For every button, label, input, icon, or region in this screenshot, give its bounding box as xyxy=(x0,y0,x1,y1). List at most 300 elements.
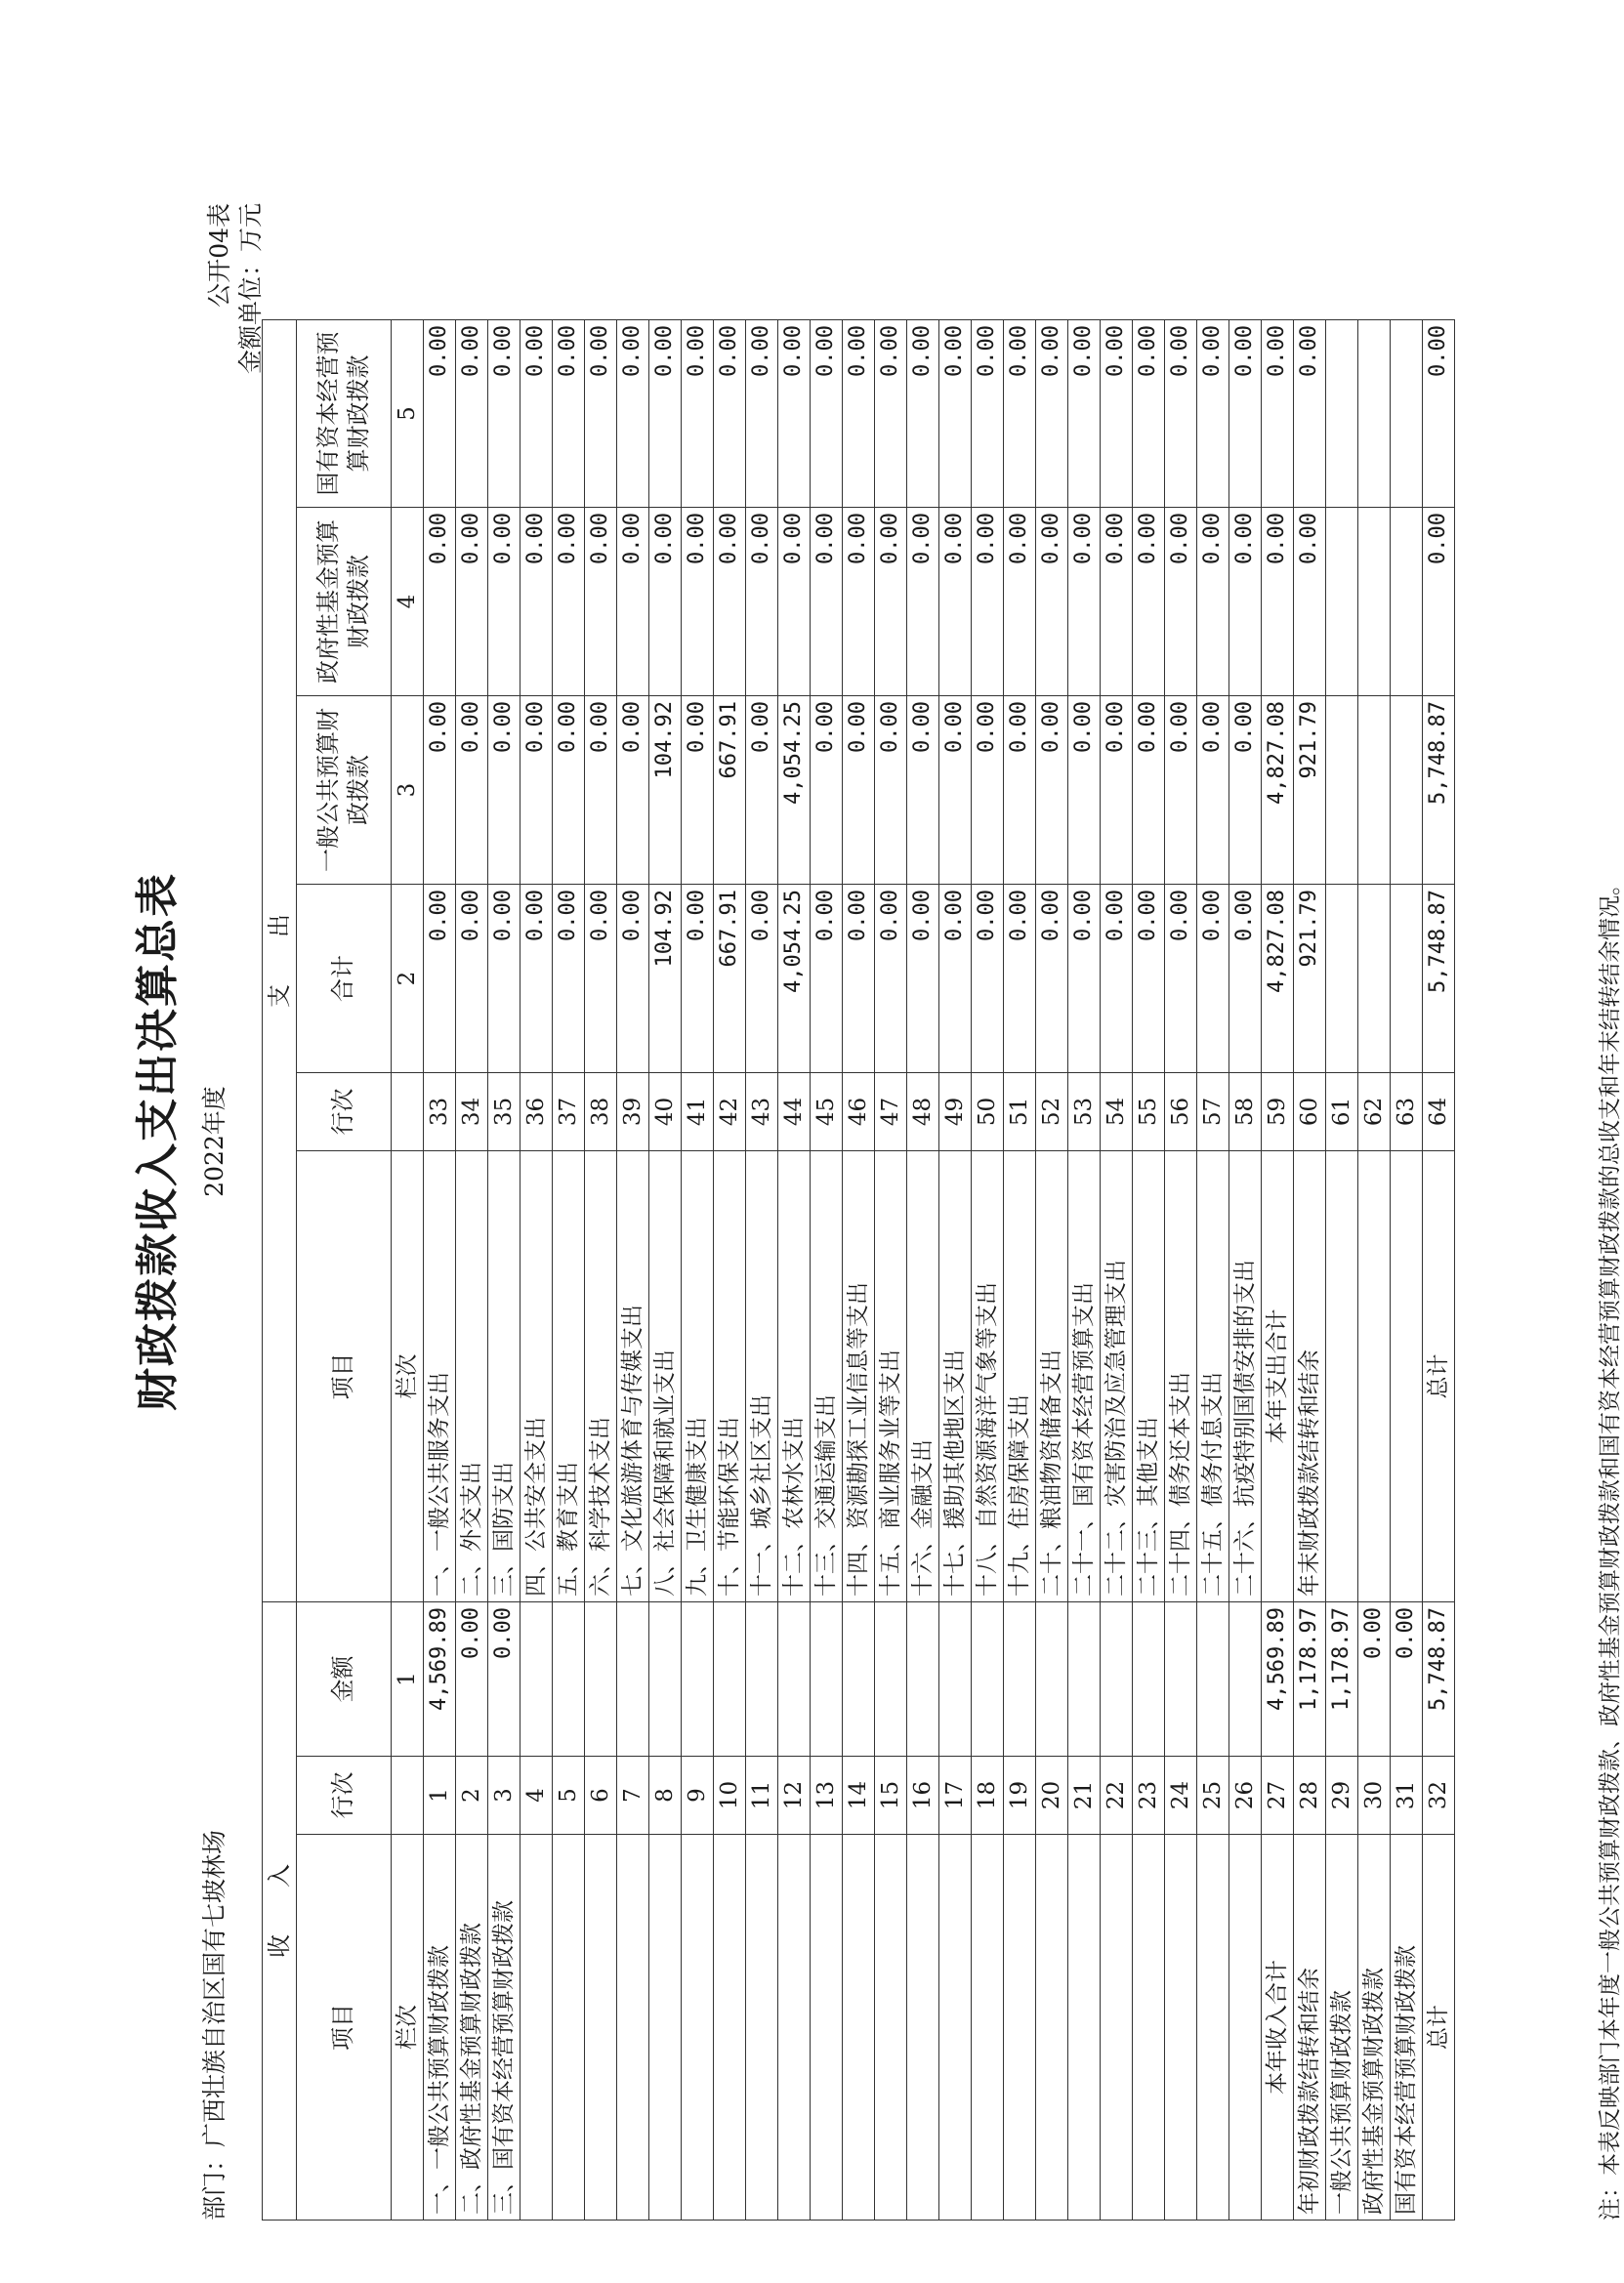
table-row xyxy=(811,320,843,2221)
expense-item: 五、教育支出 xyxy=(553,1151,585,1602)
general-budget-amount: 0.00 xyxy=(1197,696,1229,885)
expense-item: 十九、住房保障支出 xyxy=(1004,1151,1036,1602)
fund-budget-amount: 0.00 xyxy=(1197,508,1229,696)
income-item xyxy=(585,1835,617,2221)
income-amount xyxy=(1004,1602,1036,1757)
state-capital-amount: 0.00 xyxy=(649,320,682,508)
fund-budget-amount: 0.00 xyxy=(1004,508,1036,696)
state-capital-amount: 0.00 xyxy=(875,320,907,508)
col3-label: 3 xyxy=(392,696,424,885)
expense-total: 0.00 xyxy=(746,885,778,1073)
general-budget-amount: 0.00 xyxy=(1133,696,1165,885)
expense-item: 十四、资源勘探工业信息等支出 xyxy=(843,1151,875,1602)
income-item xyxy=(1197,1835,1229,2221)
expense-item: 七、文化旅游体育与传媒支出 xyxy=(617,1151,649,1602)
table-row xyxy=(875,320,907,2221)
income-amount xyxy=(649,1602,682,1757)
income-amount: 0.00 xyxy=(1358,1602,1391,1757)
expense-item: 三、国防支出 xyxy=(488,1151,521,1602)
general-budget-amount: 921.79 xyxy=(1294,696,1326,885)
expense-item: 六、科学技术支出 xyxy=(585,1151,617,1602)
expense-row-no: 49 xyxy=(939,1073,972,1151)
expense-row-no: 51 xyxy=(1004,1073,1036,1151)
state-capital-amount xyxy=(1391,320,1423,508)
table-row xyxy=(1197,320,1229,2221)
income-item xyxy=(553,1835,585,2221)
state-capital-amount: 0.00 xyxy=(843,320,875,508)
income-amount: 0.00 xyxy=(1391,1602,1423,1757)
expense-item xyxy=(1358,1151,1391,1602)
expense-row-no: 34 xyxy=(456,1073,488,1151)
table-row xyxy=(521,320,553,2221)
income-row-no: 30 xyxy=(1358,1757,1391,1835)
table-row xyxy=(682,320,714,2221)
general-budget-amount: 0.00 xyxy=(939,696,972,885)
report-year: 2022年度 xyxy=(200,1086,229,1197)
state-capital-amount: 0.00 xyxy=(585,320,617,508)
income-amount xyxy=(714,1602,746,1757)
income-item xyxy=(1165,1835,1197,2221)
state-capital-amount: 0.00 xyxy=(1294,320,1326,508)
income-item xyxy=(939,1835,972,2221)
table-row xyxy=(939,320,972,2221)
fund-budget-amount: 0.00 xyxy=(1294,508,1326,696)
income-row-no: 3 xyxy=(488,1757,521,1835)
table-row xyxy=(1423,320,1455,2221)
state-capital-amount: 0.00 xyxy=(553,320,585,508)
table-row xyxy=(714,320,746,2221)
state-capital-amount: 0.00 xyxy=(1004,320,1036,508)
state-capital-amount: 0.00 xyxy=(1229,320,1262,508)
income-amount xyxy=(811,1602,843,1757)
state-capital-amount: 0.00 xyxy=(682,320,714,508)
table-row xyxy=(1165,320,1197,2221)
income-row-no: 8 xyxy=(649,1757,682,1835)
income-amount xyxy=(746,1602,778,1757)
general-budget-amount: 0.00 xyxy=(843,696,875,885)
expense-row-no: 58 xyxy=(1229,1073,1262,1151)
income-row-no: 26 xyxy=(1229,1757,1262,1835)
expense-row-no: 43 xyxy=(746,1073,778,1151)
income-amount xyxy=(1133,1602,1165,1757)
general-budget-amount: 0.00 xyxy=(424,696,456,885)
expense-row-no: 46 xyxy=(843,1073,875,1151)
state-capital-amount: 0.00 xyxy=(811,320,843,508)
expense-item: 二十四、债务还本支出 xyxy=(1165,1151,1197,1602)
income-amount: 4,569.89 xyxy=(424,1602,456,1757)
fund-budget-amount: 0.00 xyxy=(682,508,714,696)
footnote: 注：本表反映部门本年度一般公共预算财政拨款、政府性基金预算财政拨款和国有资本经营预算财政拨款的总收支和年末结转结余情况。 xyxy=(1598,873,1623,2221)
income-row-no: 14 xyxy=(843,1757,875,1835)
expense-total: 0.00 xyxy=(1229,885,1262,1073)
state-capital-amount: 0.00 xyxy=(972,320,1004,508)
income-row-no: 28 xyxy=(1294,1757,1326,1835)
expense-total: 0.00 xyxy=(1004,885,1036,1073)
fund-budget-amount: 0.00 xyxy=(939,508,972,696)
state-capital-amount: 0.00 xyxy=(1262,320,1294,508)
table-row xyxy=(1326,320,1358,2221)
income-row-no: 7 xyxy=(617,1757,649,1835)
expense-total: 0.00 xyxy=(456,885,488,1073)
income-row-no: 13 xyxy=(811,1757,843,1835)
expense-total: 104.92 xyxy=(649,885,682,1073)
state-capital-amount: 0.00 xyxy=(617,320,649,508)
expense-total: 0.00 xyxy=(617,885,649,1073)
expense-total: 667.91 xyxy=(714,885,746,1073)
general-budget-amount: 0.00 xyxy=(585,696,617,885)
form-number: 公开04表 xyxy=(205,203,233,308)
general-budget-amount: 0.00 xyxy=(617,696,649,885)
table-row xyxy=(1358,320,1391,2221)
table-row xyxy=(1391,320,1423,2221)
income-item xyxy=(649,1835,682,2221)
expense-row-no: 52 xyxy=(1036,1073,1068,1151)
fund-budget-amount: 0.00 xyxy=(1229,508,1262,696)
expense-lanci-label: 栏次 xyxy=(392,1151,424,1602)
income-row-no: 18 xyxy=(972,1757,1004,1835)
expense-row-no: 38 xyxy=(585,1073,617,1151)
expense-total: 0.00 xyxy=(1165,885,1197,1073)
income-amount xyxy=(585,1602,617,1757)
income-row-no: 12 xyxy=(778,1757,811,1835)
income-amount xyxy=(1197,1602,1229,1757)
table-row xyxy=(424,320,456,2221)
income-amount xyxy=(843,1602,875,1757)
income-amount xyxy=(1068,1602,1101,1757)
expense-row-no: 59 xyxy=(1262,1073,1294,1151)
expense-group-header: 支 出 xyxy=(263,320,297,1602)
expense-lanci-blank xyxy=(392,1073,424,1151)
expense-row-no: 61 xyxy=(1326,1073,1358,1151)
expense-row-no: 37 xyxy=(553,1073,585,1151)
income-item xyxy=(875,1835,907,2221)
income-item xyxy=(682,1835,714,2221)
expense-row-no: 62 xyxy=(1358,1073,1391,1151)
income-row-no: 1 xyxy=(424,1757,456,1835)
income-row-no: 19 xyxy=(1004,1757,1036,1835)
expense-total: 5,748.87 xyxy=(1423,885,1455,1073)
state-capital-amount: 0.00 xyxy=(1423,320,1455,508)
state-capital-amount: 0.00 xyxy=(939,320,972,508)
table-row xyxy=(1229,320,1262,2221)
income-item xyxy=(617,1835,649,2221)
income-lanci-label: 栏次 xyxy=(392,1835,424,2221)
expense-total xyxy=(1358,885,1391,1073)
fund-budget-amount: 0.00 xyxy=(1133,508,1165,696)
fund-budget-amount: 0.00 xyxy=(1036,508,1068,696)
expense-item: 二、外交支出 xyxy=(456,1151,488,1602)
table-row xyxy=(1294,320,1326,2221)
income-group-header: 收 入 xyxy=(263,1602,297,2221)
expense-item: 十、节能环保支出 xyxy=(714,1151,746,1602)
fund-budget-amount: 0.00 xyxy=(456,508,488,696)
income-item: 二、政府性基金预算财政拨款 xyxy=(456,1835,488,2221)
fund-budget-amount: 0.00 xyxy=(585,508,617,696)
expense-item: 十二、农林水支出 xyxy=(778,1151,811,1602)
general-budget-header: 一般公共预算财政拨款 xyxy=(297,696,392,885)
expense-total: 0.00 xyxy=(1068,885,1101,1073)
fund-budget-amount: 0.00 xyxy=(778,508,811,696)
income-item xyxy=(746,1835,778,2221)
fund-budget-amount: 0.00 xyxy=(875,508,907,696)
income-row-no: 20 xyxy=(1036,1757,1068,1835)
general-budget-amount xyxy=(1326,696,1358,885)
income-row-no: 27 xyxy=(1262,1757,1294,1835)
general-budget-amount: 4,827.08 xyxy=(1262,696,1294,885)
income-item xyxy=(1004,1835,1036,2221)
state-capital-header: 国有资本经营预算财政拨款 xyxy=(297,320,392,508)
general-budget-amount: 0.00 xyxy=(456,696,488,885)
expense-item: 总计 xyxy=(1423,1151,1455,1602)
table-row xyxy=(907,320,939,2221)
table-row xyxy=(649,320,682,2221)
general-budget-amount: 0.00 xyxy=(972,696,1004,885)
fund-budget-amount xyxy=(1358,508,1391,696)
expense-item: 本年支出合计 xyxy=(1262,1151,1294,1602)
fund-budget-amount: 0.00 xyxy=(553,508,585,696)
expense-row-no: 44 xyxy=(778,1073,811,1151)
expense-item: 年末财政拨款结转和结余 xyxy=(1294,1151,1326,1602)
state-capital-amount: 0.00 xyxy=(521,320,553,508)
expense-total: 0.00 xyxy=(811,885,843,1073)
expense-total: 0.00 xyxy=(585,885,617,1073)
state-capital-amount: 0.00 xyxy=(1133,320,1165,508)
expense-row-no: 63 xyxy=(1391,1073,1423,1151)
table-row xyxy=(843,320,875,2221)
expense-total: 0.00 xyxy=(553,885,585,1073)
expense-row-no: 42 xyxy=(714,1073,746,1151)
general-budget-amount: 4,054.25 xyxy=(778,696,811,885)
fund-budget-amount: 0.00 xyxy=(521,508,553,696)
general-budget-amount: 0.00 xyxy=(811,696,843,885)
income-item: 一、一般公共预算财政拨款 xyxy=(424,1835,456,2221)
income-row-no: 31 xyxy=(1391,1757,1423,1835)
expense-item: 十一、城乡社区支出 xyxy=(746,1151,778,1602)
income-item: 三、国有资本经营预算财政拨款 xyxy=(488,1835,521,2221)
state-capital-amount: 0.00 xyxy=(778,320,811,508)
table-row xyxy=(1101,320,1133,2221)
expense-row-no: 35 xyxy=(488,1073,521,1151)
table-row xyxy=(1262,320,1294,2221)
income-row-no: 5 xyxy=(553,1757,585,1835)
income-amount xyxy=(553,1602,585,1757)
fund-budget-amount: 0.00 xyxy=(1165,508,1197,696)
income-row-no: 9 xyxy=(682,1757,714,1835)
expense-total: 0.00 xyxy=(424,885,456,1073)
expense-item xyxy=(1326,1151,1358,1602)
expense-total: 0.00 xyxy=(682,885,714,1073)
table-row xyxy=(553,320,585,2221)
amount-unit: 金额单位：万元 xyxy=(236,203,265,375)
income-amount-header: 金额 xyxy=(297,1602,392,1757)
income-item xyxy=(1229,1835,1262,2221)
table-row xyxy=(1036,320,1068,2221)
income-amount xyxy=(939,1602,972,1757)
expense-row-no: 45 xyxy=(811,1073,843,1151)
expense-item xyxy=(1391,1151,1423,1602)
general-budget-amount: 0.00 xyxy=(875,696,907,885)
general-budget-amount: 0.00 xyxy=(907,696,939,885)
expense-row-no: 48 xyxy=(907,1073,939,1151)
income-row-no: 4 xyxy=(521,1757,553,1835)
expense-item: 二十、粮油物资储备支出 xyxy=(1036,1151,1068,1602)
state-capital-amount: 0.00 xyxy=(746,320,778,508)
expense-row-no: 56 xyxy=(1165,1073,1197,1151)
fund-budget-amount: 0.00 xyxy=(488,508,521,696)
expense-total xyxy=(1391,885,1423,1073)
report-title: 财政拨款收入支出决算总表 xyxy=(133,872,183,1411)
state-capital-amount: 0.00 xyxy=(1068,320,1101,508)
expense-total: 0.00 xyxy=(521,885,553,1073)
fund-budget-amount: 0.00 xyxy=(424,508,456,696)
income-amount xyxy=(778,1602,811,1757)
general-budget-amount: 667.91 xyxy=(714,696,746,885)
fund-budget-amount: 0.00 xyxy=(617,508,649,696)
state-capital-amount: 0.00 xyxy=(714,320,746,508)
col5-label: 5 xyxy=(392,320,424,508)
table-row xyxy=(488,320,521,2221)
state-capital-amount: 0.00 xyxy=(488,320,521,508)
expense-row-no: 40 xyxy=(649,1073,682,1151)
expense-total: 4,054.25 xyxy=(778,885,811,1073)
state-capital-amount xyxy=(1358,320,1391,508)
income-item xyxy=(1036,1835,1068,2221)
income-row-no: 25 xyxy=(1197,1757,1229,1835)
expense-item: 十六、金融支出 xyxy=(907,1151,939,1602)
general-budget-amount xyxy=(1391,696,1423,885)
table-row xyxy=(1133,320,1165,2221)
expense-row-no: 53 xyxy=(1068,1073,1101,1151)
table-row xyxy=(456,320,488,2221)
col2-label: 2 xyxy=(392,885,424,1073)
table-row xyxy=(1004,320,1036,2221)
income-item: 一般公共预算财政拨款 xyxy=(1326,1835,1358,2221)
state-capital-amount: 0.00 xyxy=(907,320,939,508)
fund-budget-header: 政府性基金预算财政拨款 xyxy=(297,508,392,696)
fund-budget-amount: 0.00 xyxy=(972,508,1004,696)
income-amount: 1,178.97 xyxy=(1294,1602,1326,1757)
general-budget-amount: 104.92 xyxy=(649,696,682,885)
expense-total: 0.00 xyxy=(1197,885,1229,1073)
income-amount xyxy=(972,1602,1004,1757)
expense-row-no: 60 xyxy=(1294,1073,1326,1151)
income-lanci-blank xyxy=(392,1757,424,1835)
general-budget-amount: 0.00 xyxy=(553,696,585,885)
income-row-no: 24 xyxy=(1165,1757,1197,1835)
fund-budget-amount: 0.00 xyxy=(714,508,746,696)
income-item: 本年收入合计 xyxy=(1262,1835,1294,2221)
general-budget-amount: 5,748.87 xyxy=(1423,696,1455,885)
income-amount xyxy=(682,1602,714,1757)
expense-item: 十八、自然资源海洋气象等支出 xyxy=(972,1151,1004,1602)
expense-total: 0.00 xyxy=(939,885,972,1073)
expense-item: 十五、商业服务业等支出 xyxy=(875,1151,907,1602)
general-budget-amount: 0.00 xyxy=(488,696,521,885)
expense-total: 0.00 xyxy=(488,885,521,1073)
expense-total: 0.00 xyxy=(1101,885,1133,1073)
income-amount xyxy=(617,1602,649,1757)
table-row xyxy=(972,320,1004,2221)
income-item xyxy=(1101,1835,1133,2221)
income-item xyxy=(811,1835,843,2221)
general-budget-amount: 0.00 xyxy=(1165,696,1197,885)
table-row xyxy=(778,320,811,2221)
expense-item: 九、卫生健康支出 xyxy=(682,1151,714,1602)
fund-budget-amount: 0.00 xyxy=(843,508,875,696)
general-budget-amount: 0.00 xyxy=(521,696,553,885)
table-row xyxy=(617,320,649,2221)
general-budget-amount: 0.00 xyxy=(1101,696,1133,885)
budget-table xyxy=(262,319,1455,2221)
income-amount xyxy=(907,1602,939,1757)
fund-budget-amount: 0.00 xyxy=(1101,508,1133,696)
table-row xyxy=(746,320,778,2221)
expense-total: 0.00 xyxy=(875,885,907,1073)
expense-total: 0.00 xyxy=(1036,885,1068,1073)
general-budget-amount: 0.00 xyxy=(682,696,714,885)
expense-row-no: 41 xyxy=(682,1073,714,1151)
general-budget-amount xyxy=(1358,696,1391,885)
expense-item: 二十三、其他支出 xyxy=(1133,1151,1165,1602)
state-capital-amount: 0.00 xyxy=(1197,320,1229,508)
income-item xyxy=(972,1835,1004,2221)
fund-budget-amount: 0.00 xyxy=(1068,508,1101,696)
income-item xyxy=(778,1835,811,2221)
state-capital-amount: 0.00 xyxy=(424,320,456,508)
expense-item: 二十五、债务付息支出 xyxy=(1197,1151,1229,1602)
income-row-no-header: 行次 xyxy=(297,1757,392,1835)
expense-row-no: 36 xyxy=(521,1073,553,1151)
fund-budget-amount: 0.00 xyxy=(811,508,843,696)
expense-total: 0.00 xyxy=(843,885,875,1073)
income-row-no: 11 xyxy=(746,1757,778,1835)
expense-item: 二十二、灾害防治及应急管理支出 xyxy=(1101,1151,1133,1602)
state-capital-amount: 0.00 xyxy=(1165,320,1197,508)
income-row-no: 10 xyxy=(714,1757,746,1835)
income-amount: 0.00 xyxy=(456,1602,488,1757)
income-item: 政府性基金预算财政拨款 xyxy=(1358,1835,1391,2221)
col1-label: 1 xyxy=(392,1602,424,1757)
income-amount: 0.00 xyxy=(488,1602,521,1757)
income-item: 国有资本经营预算财政拨款 xyxy=(1391,1835,1423,2221)
col4-label: 4 xyxy=(392,508,424,696)
expense-total: 0.00 xyxy=(907,885,939,1073)
income-row-no: 2 xyxy=(456,1757,488,1835)
income-item: 年初财政拨款结转和结余 xyxy=(1294,1835,1326,2221)
fund-budget-amount: 0.00 xyxy=(649,508,682,696)
income-row-no: 23 xyxy=(1133,1757,1165,1835)
income-row-no: 22 xyxy=(1101,1757,1133,1835)
state-capital-amount: 0.00 xyxy=(1101,320,1133,508)
income-row-no: 17 xyxy=(939,1757,972,1835)
income-amount xyxy=(1229,1602,1262,1757)
fund-budget-amount: 0.00 xyxy=(1423,508,1455,696)
expense-total xyxy=(1326,885,1358,1073)
income-row-no: 15 xyxy=(875,1757,907,1835)
general-budget-amount: 0.00 xyxy=(1229,696,1262,885)
department-label: 部门：广西壮族自治区国有七坡林场 xyxy=(200,1829,229,2221)
general-budget-amount: 0.00 xyxy=(746,696,778,885)
income-item: 总计 xyxy=(1423,1835,1455,2221)
table-row xyxy=(585,320,617,2221)
expense-row-no-header: 行次 xyxy=(297,1073,392,1151)
income-item xyxy=(714,1835,746,2221)
income-amount xyxy=(1165,1602,1197,1757)
general-budget-amount: 0.00 xyxy=(1068,696,1101,885)
expense-item: 四、公共安全支出 xyxy=(521,1151,553,1602)
expense-item: 十七、援助其他地区支出 xyxy=(939,1151,972,1602)
expense-item: 二十六、抗疫特别国债安排的支出 xyxy=(1229,1151,1262,1602)
